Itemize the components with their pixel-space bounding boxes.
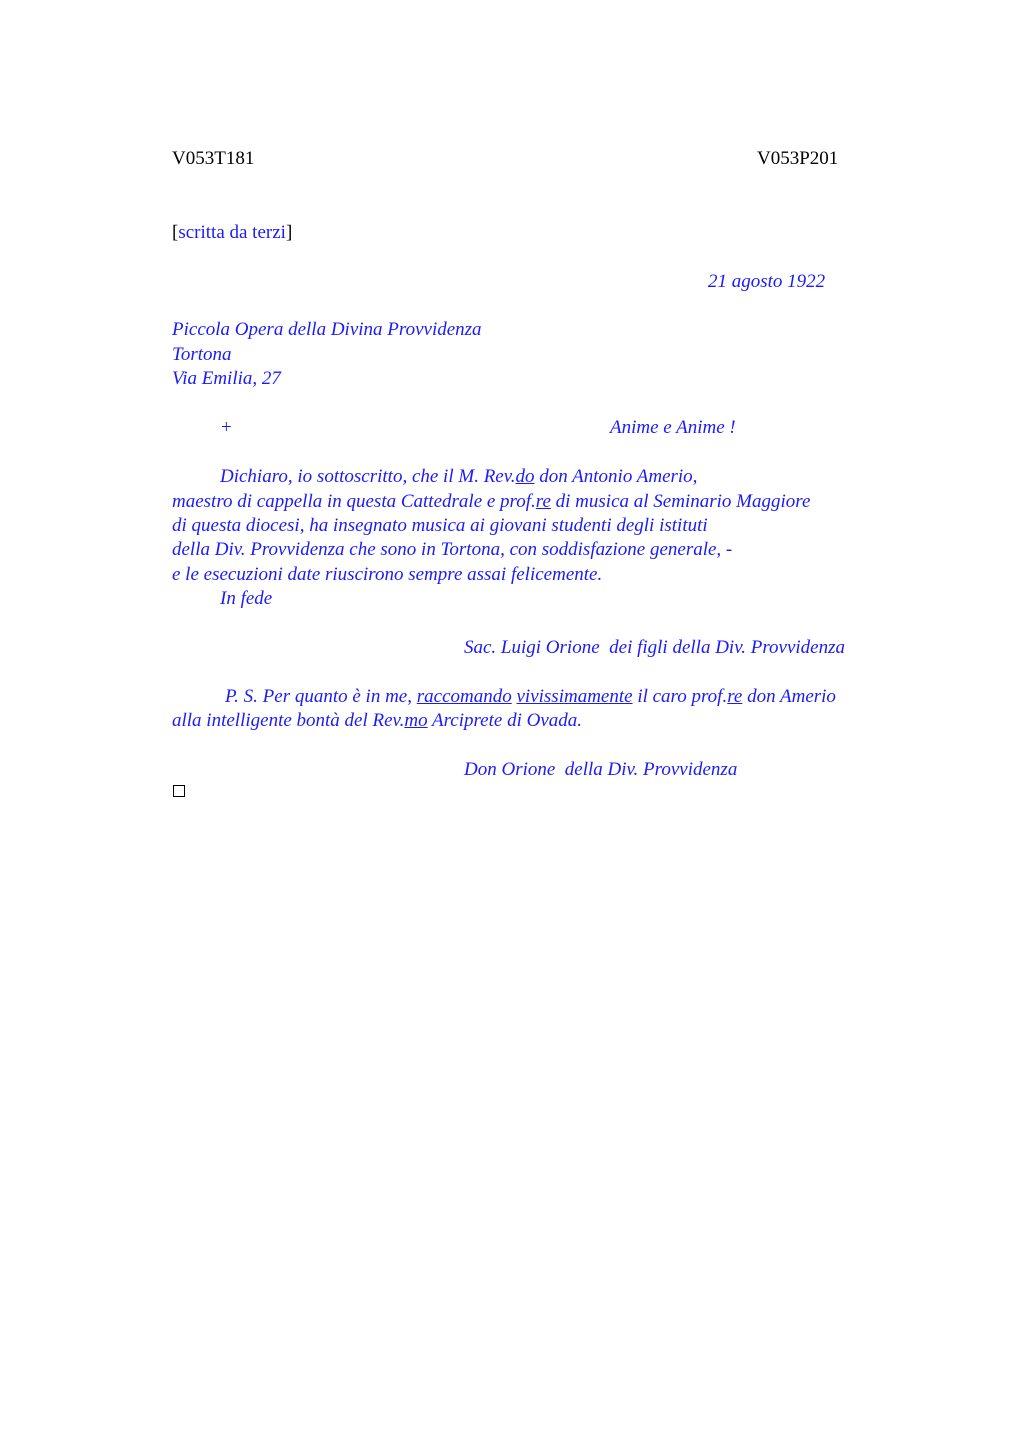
body-line-5: e le esecuzioni date riuscirono sempre assai felicemente. xyxy=(172,564,603,585)
body-line-2-text-a: maestro di cappella in questa Cattedrale e prof. xyxy=(172,491,536,512)
address-line-3: Via Emilia, 27 xyxy=(172,368,281,389)
body-line-4: della Div. Provvidenza che sono in Tortona, con soddisfazione generale, - xyxy=(172,539,733,560)
cross-symbol: + xyxy=(221,417,232,438)
postscript-line-2 xyxy=(172,709,582,733)
ps-line-2-text-b: Arciprete di Ovada. xyxy=(427,710,583,731)
body-line-1-text-b: don Antonio Amerio, xyxy=(534,466,698,487)
address-line-2: Tortona xyxy=(172,344,232,365)
signature-1: Sac. Luigi Orione dei figli della Div. Provvidenza xyxy=(464,637,845,658)
note-close-bracket: ] xyxy=(285,222,293,243)
body-line-3: di questa diocesi, ha insegnato musica ai giovani studenti degli istituti xyxy=(172,515,708,536)
header-right-code: V053P201 xyxy=(757,148,839,169)
body-line-2-text-b: di musica al Seminario Maggiore xyxy=(550,491,811,512)
ps-line-2-text-a: alla intelligente bontà del Rev. xyxy=(172,710,405,731)
signature-2: Don Orione della Div. Provvidenza xyxy=(464,759,738,780)
note-text: scritta da terzi xyxy=(178,222,286,243)
body-line-2 xyxy=(172,490,810,514)
ps-underlined-vivissimamente: vivissimamente xyxy=(516,686,633,707)
ps-line-1-text-a: P. S. Per quanto è in me, xyxy=(225,686,417,707)
letter-date: 21 agosto 1922 xyxy=(708,271,826,292)
body-line-6: In fede xyxy=(220,588,273,609)
third-party-note xyxy=(172,221,292,245)
ps-abbrev-re: re xyxy=(727,686,743,707)
ps-line-1-text-b: il caro prof. xyxy=(632,686,728,707)
address-line-1: Piccola Opera della Divina Provvidenza xyxy=(172,319,482,340)
end-marker-box-icon xyxy=(173,785,185,797)
abbrev-do: do xyxy=(515,466,535,487)
postscript-line-1 xyxy=(225,685,836,709)
body-line-1 xyxy=(220,465,697,489)
header-left-code: V053T181 xyxy=(172,148,255,169)
motto: Anime e Anime ! xyxy=(610,417,736,438)
note-open-bracket: [ xyxy=(172,222,179,243)
abbrev-re: re xyxy=(535,491,551,512)
body-line-1-text-a: Dichiaro, io sottoscritto, che il M. Rev. xyxy=(220,466,516,487)
ps-underlined-raccomando: raccomando xyxy=(416,686,512,707)
ps-abbrev-mo: mo xyxy=(404,710,428,731)
ps-line-1-text-c: don Amerio xyxy=(742,686,836,707)
